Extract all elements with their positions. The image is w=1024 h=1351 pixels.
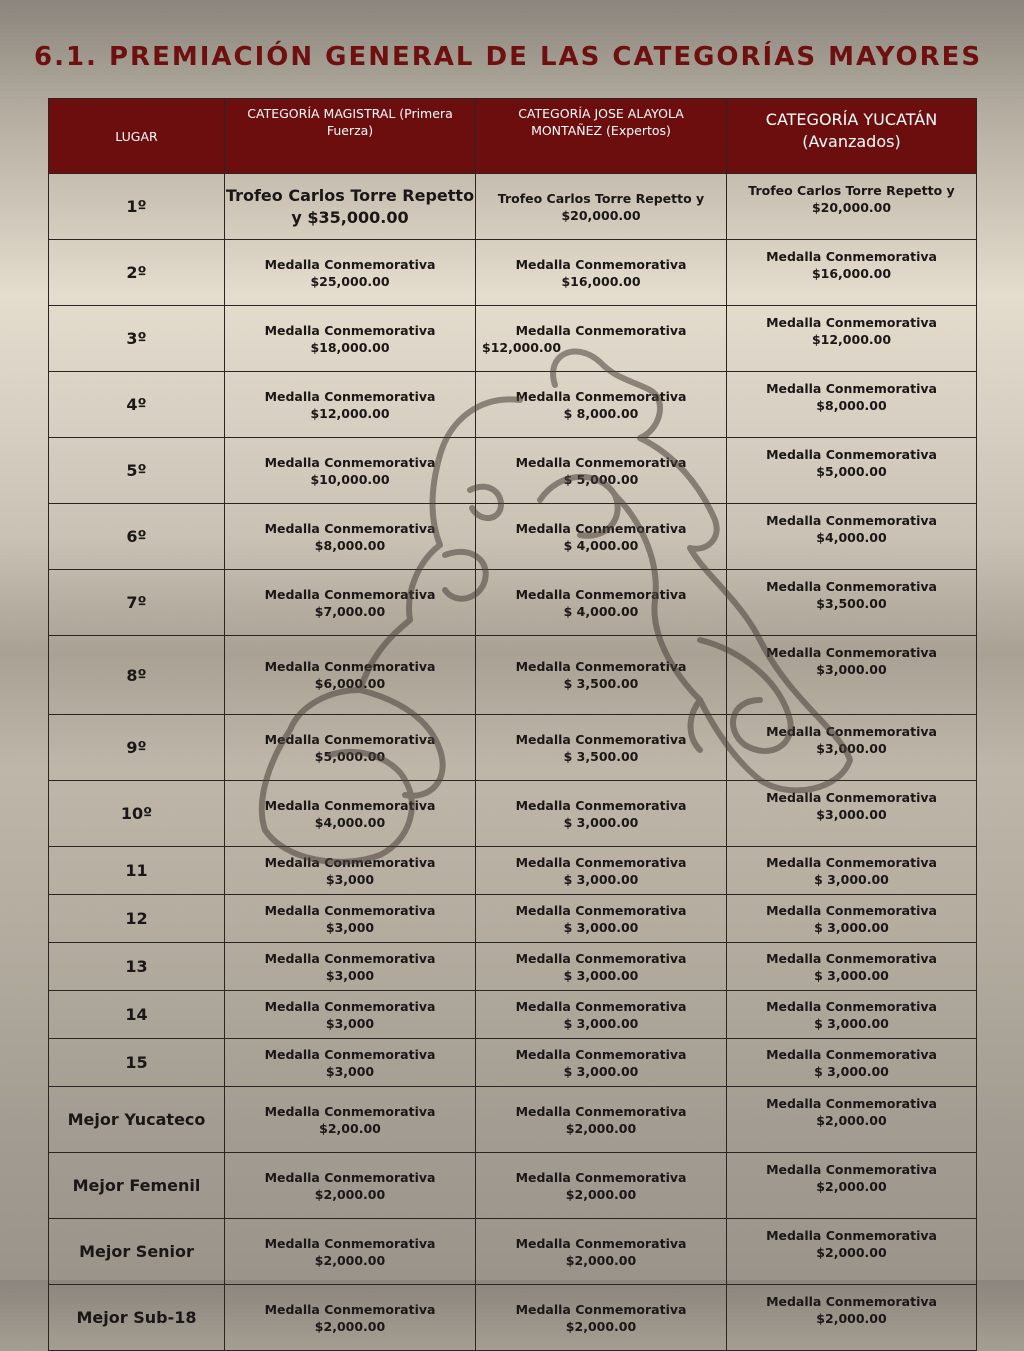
prize-cell-yucatan bbox=[727, 570, 977, 636]
place-cell: 4º bbox=[49, 372, 225, 438]
place-cell: 11 bbox=[49, 847, 225, 895]
prize-description: Medalla Conmemorativa bbox=[515, 1169, 687, 1185]
prize-description: Medalla Conmemorativa bbox=[515, 854, 687, 870]
table-row bbox=[49, 781, 977, 847]
prize-cell-expertos bbox=[476, 504, 727, 570]
prize-cell-yucatan bbox=[727, 636, 977, 715]
table-row bbox=[49, 943, 977, 991]
prize-description: Medalla Conmemorativa bbox=[264, 1301, 436, 1317]
prize-cell-expertos bbox=[476, 991, 727, 1039]
header-expertos: CATEGORÍA JOSE ALAYOLA MONTAÑEZ (Expertos) bbox=[476, 99, 727, 174]
prize-amount: $25,000.00 bbox=[310, 273, 390, 289]
prize-description: Medalla Conmemorativa bbox=[264, 1235, 436, 1251]
prize-amount: $3,500.00 bbox=[816, 596, 887, 611]
prize-description: Medalla Conmemorativa bbox=[515, 797, 687, 813]
prize-amount: $2,000.00 bbox=[816, 1311, 887, 1326]
prize-cell-yucatan bbox=[727, 1285, 977, 1351]
prize-description: Medalla Conmemorativa bbox=[515, 454, 687, 470]
place-cell: 5º bbox=[49, 438, 225, 504]
prize-description: Medalla Conmemorativa bbox=[264, 1169, 436, 1185]
place-cell: 7º bbox=[49, 570, 225, 636]
prize-amount: $ 4,000.00 bbox=[563, 537, 639, 553]
prize-cell-magistral bbox=[225, 438, 476, 504]
prize-cell-expertos bbox=[476, 1219, 727, 1285]
prize-amount: $ 4,000.00 bbox=[563, 603, 639, 619]
prize-table bbox=[48, 98, 977, 1351]
prize-amount: $7,000.00 bbox=[314, 603, 386, 619]
table-row bbox=[49, 240, 977, 306]
prize-cell-expertos bbox=[476, 174, 727, 240]
prize-cell-magistral bbox=[225, 943, 476, 991]
prize-description: Trofeo Carlos Torre Repetto y bbox=[748, 183, 955, 198]
table-row bbox=[49, 504, 977, 570]
prize-cell-magistral bbox=[225, 1087, 476, 1153]
prize-cell-magistral bbox=[225, 570, 476, 636]
prize-cell-expertos bbox=[476, 1039, 727, 1087]
prize-cell-yucatan bbox=[727, 1219, 977, 1285]
table-row bbox=[49, 991, 977, 1039]
header-place: LUGAR bbox=[49, 99, 225, 174]
table-row bbox=[49, 438, 977, 504]
prize-cell-magistral bbox=[225, 1039, 476, 1087]
table-row bbox=[49, 1219, 977, 1285]
prize-description: Medalla Conmemorativa bbox=[766, 579, 937, 594]
place-cell: 8º bbox=[49, 636, 225, 715]
place-cell: 1º bbox=[49, 174, 225, 240]
prize-amount: $2,000.00 bbox=[314, 1186, 386, 1202]
prize-description: Medalla Conmemorativa bbox=[515, 731, 687, 747]
prize-cell-expertos bbox=[476, 1285, 727, 1351]
prize-cell-magistral bbox=[225, 1219, 476, 1285]
table-row bbox=[49, 1285, 977, 1351]
prize-cell-magistral bbox=[225, 1285, 476, 1351]
place-cell: 9º bbox=[49, 715, 225, 781]
prize-description: Medalla Conmemorativa bbox=[766, 998, 937, 1014]
prize-cell-yucatan bbox=[727, 943, 977, 991]
prize-amount: $2,000.00 bbox=[565, 1318, 637, 1334]
prize-amount: $ 3,000.00 bbox=[814, 1015, 889, 1031]
prize-cell-expertos bbox=[476, 240, 727, 306]
prize-description: Medalla Conmemorativa bbox=[264, 902, 436, 918]
prize-description: Medalla Conmemorativa bbox=[515, 950, 687, 966]
table-row bbox=[49, 715, 977, 781]
prize-description: Medalla Conmemorativa bbox=[264, 1046, 436, 1062]
table-row bbox=[49, 570, 977, 636]
prize-amount: $3,000.00 bbox=[816, 741, 887, 756]
prize-description: Medalla Conmemorativa bbox=[264, 950, 436, 966]
prize-amount: $20,000.00 bbox=[561, 207, 641, 223]
prize-description: Medalla Conmemorativa bbox=[264, 659, 436, 674]
prize-description: Medalla Conmemorativa bbox=[515, 1301, 687, 1317]
prize-description: Medalla Conmemorativa bbox=[766, 447, 937, 462]
prize-amount: $ 3,000.00 bbox=[814, 919, 889, 935]
prize-cell-yucatan bbox=[727, 306, 977, 372]
prize-description: Medalla Conmemorativa bbox=[515, 322, 687, 338]
table-row bbox=[49, 1039, 977, 1087]
prize-cell-expertos bbox=[476, 438, 727, 504]
prize-amount: $ 3,000.00 bbox=[563, 871, 639, 887]
place-cell: 2º bbox=[49, 240, 225, 306]
prize-amount: $4,000.00 bbox=[314, 814, 386, 830]
prize-description: Medalla Conmemorativa bbox=[264, 797, 436, 813]
prize-description: Medalla Conmemorativa bbox=[766, 1162, 937, 1177]
prize-description: Medalla Conmemorativa bbox=[515, 1235, 687, 1251]
prize-description: Medalla Conmemorativa bbox=[766, 1294, 937, 1309]
place-cell: 13 bbox=[49, 943, 225, 991]
prize-description: Medalla Conmemorativa bbox=[515, 388, 687, 404]
page-title: 6.1. PREMIACIÓN GENERAL DE LAS CATEGORÍAS MAYORES bbox=[34, 42, 983, 72]
header-yucatan: CATEGORÍA YUCATÁN (Avanzados) bbox=[727, 99, 977, 174]
prize-amount: $ 5,000.00 bbox=[563, 471, 639, 487]
place-cell: 10º bbox=[49, 781, 225, 847]
prize-description: Medalla Conmemorativa bbox=[264, 256, 436, 272]
place-cell: 6º bbox=[49, 504, 225, 570]
prize-amount: $20,000.00 bbox=[811, 200, 892, 215]
prize-amount: $3,000 bbox=[325, 1015, 375, 1031]
prize-amount: $8,000.00 bbox=[816, 398, 887, 413]
prize-cell-yucatan bbox=[727, 991, 977, 1039]
prize-amount: $ 3,000.00 bbox=[563, 919, 639, 935]
prize-cell-magistral bbox=[225, 174, 476, 240]
prize-description: Medalla Conmemorativa bbox=[264, 854, 436, 870]
prize-cell-expertos bbox=[476, 570, 727, 636]
prize-amount: $10,000.00 bbox=[310, 471, 390, 487]
prize-description: Medalla Conmemorativa bbox=[264, 731, 436, 747]
table-body bbox=[49, 174, 977, 1351]
prize-description: Medalla Conmemorativa bbox=[766, 315, 937, 330]
prize-amount: $2,000.00 bbox=[314, 1252, 386, 1268]
prize-description: Medalla Conmemorativa bbox=[515, 586, 687, 602]
place-cell: Mejor Femenil bbox=[49, 1153, 225, 1219]
prize-description: Medalla Conmemorativa bbox=[766, 902, 937, 918]
prize-amount: $3,000 bbox=[325, 1063, 375, 1079]
prize-cell-magistral bbox=[225, 1153, 476, 1219]
prize-cell-yucatan bbox=[727, 240, 977, 306]
prize-amount: $ 3,000.00 bbox=[814, 1063, 889, 1079]
prize-description: Trofeo Carlos Torre Repetto bbox=[225, 185, 475, 205]
prize-description: Medalla Conmemorativa bbox=[515, 1103, 687, 1119]
prize-amount: $2,000.00 bbox=[565, 1186, 637, 1202]
prize-description: Medalla Conmemorativa bbox=[264, 322, 436, 338]
prize-cell-expertos bbox=[476, 847, 727, 895]
prize-cell-magistral bbox=[225, 781, 476, 847]
place-cell: 3º bbox=[49, 306, 225, 372]
prize-cell-magistral bbox=[225, 636, 476, 715]
place-cell: Mejor Sub-18 bbox=[49, 1285, 225, 1351]
table-row bbox=[49, 306, 977, 372]
prize-description: Medalla Conmemorativa bbox=[766, 790, 937, 805]
prize-amount: $8,000.00 bbox=[314, 537, 386, 553]
prize-cell-magistral bbox=[225, 372, 476, 438]
prize-description: Medalla Conmemorativa bbox=[264, 586, 436, 602]
prize-cell-yucatan bbox=[727, 1039, 977, 1087]
prize-amount: $ 3,000.00 bbox=[814, 967, 889, 983]
prize-cell-yucatan bbox=[727, 895, 977, 943]
prize-description: Medalla Conmemorativa bbox=[766, 513, 937, 528]
prize-cell-magistral bbox=[225, 895, 476, 943]
prize-cell-expertos bbox=[476, 895, 727, 943]
prize-amount: $3,000 bbox=[325, 967, 375, 983]
table-header-row bbox=[49, 99, 977, 174]
prize-cell-magistral bbox=[225, 306, 476, 372]
prize-amount: $ 3,000.00 bbox=[563, 814, 639, 830]
prize-description: Medalla Conmemorativa bbox=[515, 1046, 687, 1062]
prize-cell-yucatan bbox=[727, 174, 977, 240]
prize-cell-expertos bbox=[476, 306, 727, 372]
prize-amount: $2,000.00 bbox=[565, 1120, 637, 1136]
prize-cell-magistral bbox=[225, 847, 476, 895]
table-row bbox=[49, 847, 977, 895]
prize-description: Trofeo Carlos Torre Repetto y bbox=[497, 190, 705, 206]
prize-amount: $2,000.00 bbox=[565, 1252, 637, 1268]
prize-description: Medalla Conmemorativa bbox=[766, 1096, 937, 1111]
prize-amount: y $35,000.00 bbox=[291, 207, 409, 227]
prize-cell-magistral bbox=[225, 991, 476, 1039]
prize-description: Medalla Conmemorativa bbox=[766, 1046, 937, 1062]
place-cell: Mejor Senior bbox=[49, 1219, 225, 1285]
prize-cell-expertos bbox=[476, 636, 727, 715]
prize-description: Medalla Conmemorativa bbox=[515, 659, 687, 674]
prize-description: Medalla Conmemorativa bbox=[766, 249, 937, 264]
prize-description: Medalla Conmemorativa bbox=[515, 520, 687, 536]
prize-amount: $ 8,000.00 bbox=[563, 405, 639, 421]
prize-cell-yucatan bbox=[727, 847, 977, 895]
prize-amount: $ 3,500.00 bbox=[563, 676, 639, 691]
place-cell: Mejor Yucateco bbox=[49, 1087, 225, 1153]
prize-amount: $6,000.00 bbox=[314, 676, 386, 691]
prize-amount: $3,000 bbox=[325, 919, 375, 935]
prize-cell-yucatan bbox=[727, 504, 977, 570]
place-cell: 15 bbox=[49, 1039, 225, 1087]
place-cell: 12 bbox=[49, 895, 225, 943]
prize-amount: $12,000.00 bbox=[482, 339, 562, 355]
header-magistral: CATEGORÍA MAGISTRAL (Primera Fuerza) bbox=[225, 99, 476, 174]
prize-amount: $5,000.00 bbox=[314, 748, 386, 764]
prize-description: Medalla Conmemorativa bbox=[264, 1103, 436, 1119]
prize-cell-expertos bbox=[476, 372, 727, 438]
prize-cell-expertos bbox=[476, 715, 727, 781]
prize-description: Medalla Conmemorativa bbox=[515, 902, 687, 918]
prize-description: Medalla Conmemorativa bbox=[766, 1228, 937, 1243]
table-row bbox=[49, 372, 977, 438]
prize-amount: $3,000 bbox=[325, 871, 375, 887]
prize-amount: $5,000.00 bbox=[816, 464, 887, 479]
prize-amount: $ 3,500.00 bbox=[563, 748, 639, 764]
prize-description: Medalla Conmemorativa bbox=[766, 950, 937, 966]
prize-description: Medalla Conmemorativa bbox=[515, 256, 687, 272]
prize-amount: $ 3,000.00 bbox=[563, 967, 639, 983]
prize-cell-magistral bbox=[225, 504, 476, 570]
prize-cell-magistral bbox=[225, 240, 476, 306]
prize-cell-yucatan bbox=[727, 1087, 977, 1153]
table-row bbox=[49, 1153, 977, 1219]
prize-amount: $12,000.00 bbox=[811, 332, 892, 347]
prize-amount: $ 3,000.00 bbox=[814, 871, 889, 887]
prize-amount: $2,000.00 bbox=[314, 1318, 386, 1334]
prize-cell-yucatan bbox=[727, 1153, 977, 1219]
prize-description: Medalla Conmemorativa bbox=[515, 998, 687, 1014]
prize-amount: $4,000.00 bbox=[816, 530, 887, 545]
prize-cell-magistral bbox=[225, 715, 476, 781]
table-row bbox=[49, 895, 977, 943]
prize-cell-expertos bbox=[476, 943, 727, 991]
prize-description: Medalla Conmemorativa bbox=[264, 520, 436, 536]
prize-amount: $3,000.00 bbox=[816, 662, 887, 677]
prize-description: Medalla Conmemorativa bbox=[264, 454, 436, 470]
prize-cell-yucatan bbox=[727, 372, 977, 438]
prize-amount: $ 3,000.00 bbox=[563, 1063, 639, 1079]
prize-amount: $2,000.00 bbox=[816, 1245, 887, 1260]
prize-amount: $2,000.00 bbox=[816, 1179, 887, 1194]
table-row bbox=[49, 636, 977, 715]
prize-cell-yucatan bbox=[727, 715, 977, 781]
prize-cell-yucatan bbox=[727, 781, 977, 847]
prize-cell-expertos bbox=[476, 781, 727, 847]
prize-description: Medalla Conmemorativa bbox=[766, 381, 937, 396]
prize-amount: $16,000.00 bbox=[561, 273, 641, 289]
table-row bbox=[49, 1087, 977, 1153]
prize-amount: $12,000.00 bbox=[310, 405, 390, 421]
place-cell: 14 bbox=[49, 991, 225, 1039]
prize-cell-yucatan bbox=[727, 438, 977, 504]
prize-cell-expertos bbox=[476, 1087, 727, 1153]
table-row bbox=[49, 174, 977, 240]
prize-amount: $2,00.00 bbox=[319, 1120, 381, 1136]
prize-description: Medalla Conmemorativa bbox=[264, 998, 436, 1014]
prize-amount: $ 3,000.00 bbox=[563, 1015, 639, 1031]
prize-description: Medalla Conmemorativa bbox=[264, 388, 436, 404]
prize-description: Medalla Conmemorativa bbox=[766, 645, 937, 660]
prize-cell-expertos bbox=[476, 1153, 727, 1219]
prize-amount: $16,000.00 bbox=[811, 266, 892, 281]
prize-amount: $18,000.00 bbox=[310, 339, 390, 355]
prize-amount: $2,000.00 bbox=[816, 1113, 887, 1128]
prize-description: Medalla Conmemorativa bbox=[766, 724, 937, 739]
prize-amount: $3,000.00 bbox=[816, 807, 887, 822]
prize-description: Medalla Conmemorativa bbox=[766, 854, 937, 870]
